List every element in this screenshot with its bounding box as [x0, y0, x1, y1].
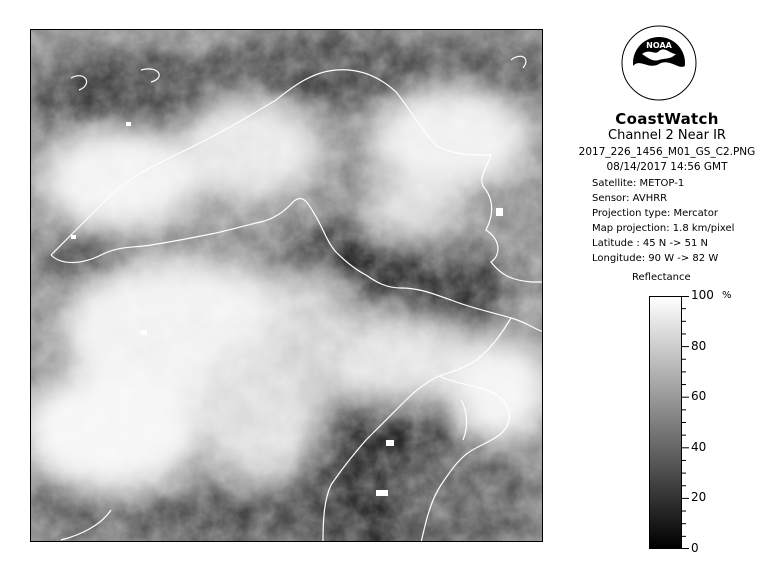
- image-filename: 2017_226_1456_M01_GS_C2.PNG: [578, 146, 756, 158]
- projection-type-line: Projection type: Mercator: [592, 208, 718, 219]
- latitude-line: Latitude : 45 N -> 51 N: [592, 238, 708, 249]
- sensor-line: Sensor: AVHRR: [592, 193, 668, 204]
- tick-label: 100: [691, 288, 714, 302]
- tick-label: 20: [691, 490, 707, 505]
- brand-title: CoastWatch: [615, 110, 719, 128]
- tick-label: 80: [691, 338, 707, 353]
- longitude-line: Longitude: 90 W -> 82 W: [592, 253, 719, 264]
- tick-label: 40: [691, 439, 707, 454]
- satellite-line: Satellite: METOP-1: [592, 178, 685, 189]
- scale-unit: %: [722, 290, 732, 301]
- tick-label: 60: [691, 389, 707, 404]
- noaa-logo-icon: [620, 18, 698, 108]
- scale-title: Reflectance: [632, 272, 691, 283]
- colorbar-ticks: [682, 296, 702, 549]
- image-datetime: 08/14/2017 14:56 GMT: [606, 161, 728, 173]
- reflectance-colorbar: [649, 296, 682, 549]
- tick-label: 0: [691, 541, 699, 555]
- satellite-image: [30, 29, 543, 542]
- logo-text: NOAA: [646, 41, 672, 50]
- channel-name: Channel 2 Near IR: [608, 128, 726, 143]
- map-projection-line: Map projection: 1.8 km/pixel: [592, 223, 735, 234]
